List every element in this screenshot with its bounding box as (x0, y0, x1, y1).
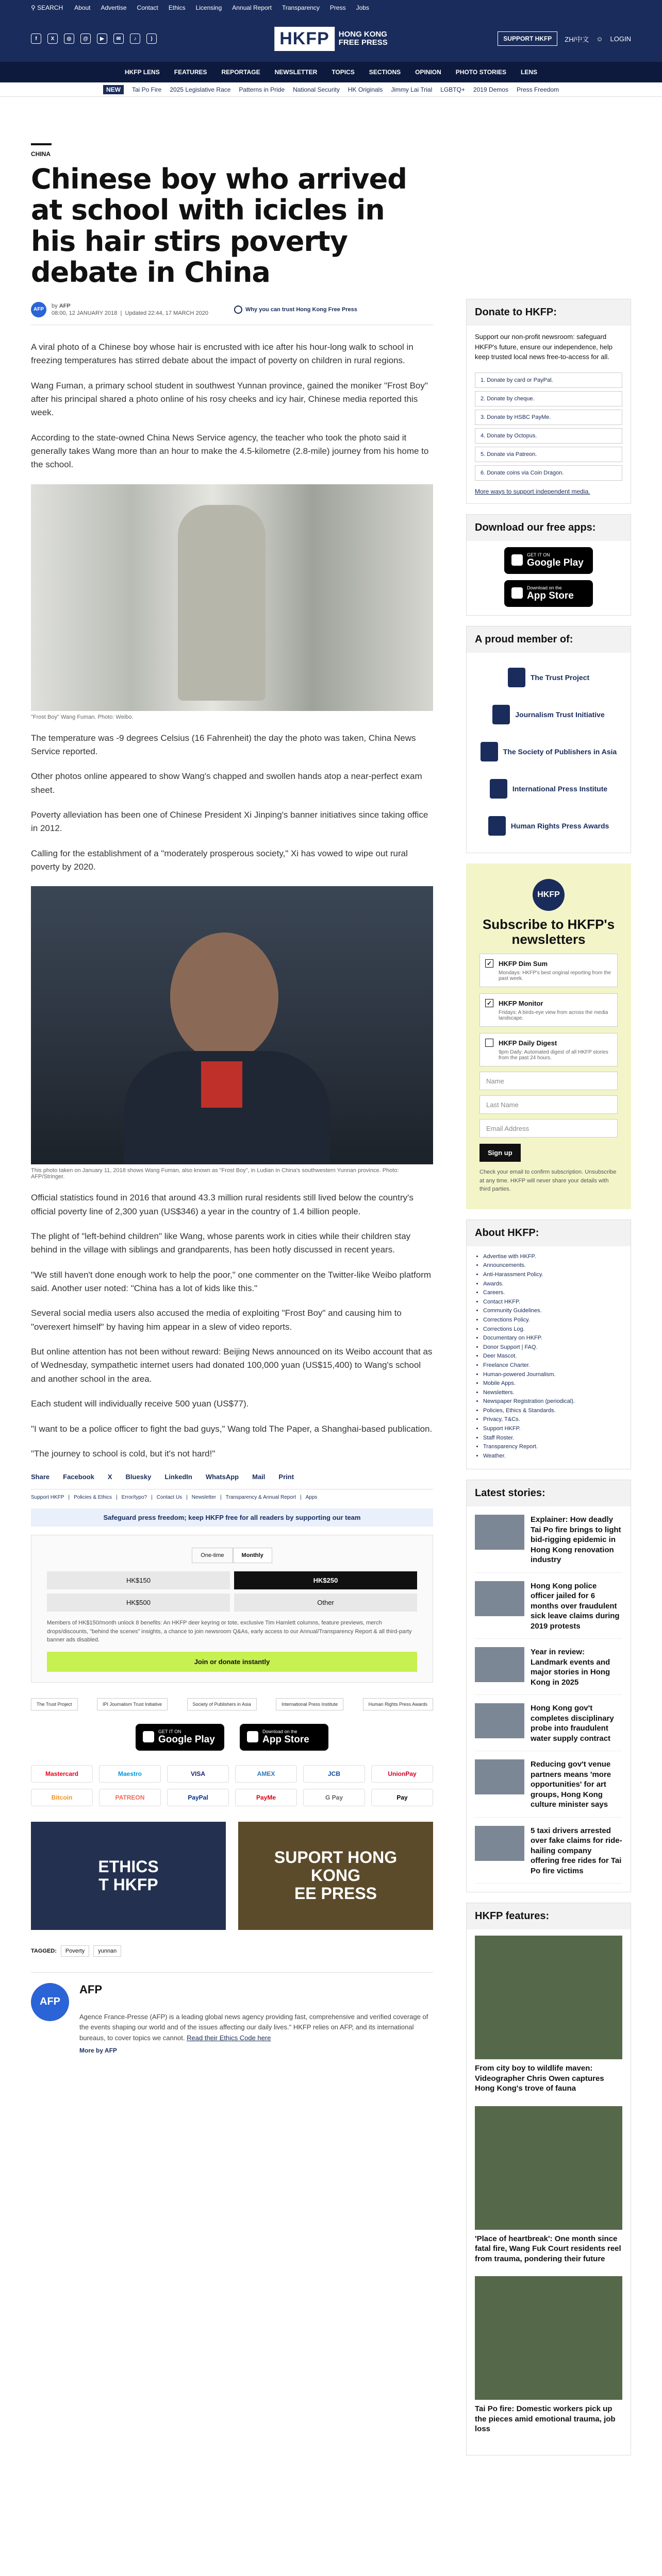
story-title[interactable]: Hong Kong police officer jailed for 6 months over fraudulent sick leave claims during 2019 protests (531, 1581, 620, 1631)
frequency-option[interactable]: One-time (192, 1548, 233, 1563)
article-paragraph: Several social media users also accused the media of exploiting "Frost Boy" and causing him to "overexert himself" by having him appear in a slew of video reports. (31, 1308, 402, 1332)
payment-logo: UnionPay (371, 1765, 433, 1783)
ethics-video-promo[interactable]: ETHICS T HKFP (31, 1822, 226, 1930)
feature-image[interactable] (475, 2276, 622, 2400)
utility-link[interactable]: Annual Report (232, 4, 272, 11)
story-title[interactable]: Explainer: How deadly Tai Po fire brings to light bid-rigging epidemic in Hong Kong renovation industry (531, 1515, 621, 1565)
payment-logo: PayPal (167, 1789, 229, 1806)
byline (31, 302, 433, 317)
newsletter-desc: 9pm Daily: Automated digest of all HKFP stories from the past 24 hours. (499, 1049, 608, 1061)
link-separator: | (220, 1495, 222, 1501)
article-category[interactable]: CHINA (31, 150, 51, 158)
amount-option[interactable]: HK$500 (47, 1594, 230, 1612)
login-link[interactable]: LOGIN (610, 35, 631, 43)
nav-item[interactable]: TOPICS (332, 69, 355, 76)
share-bluesky[interactable]: Bluesky (125, 1473, 152, 1481)
feature-title[interactable]: 'Place of heartbreak': One month since fatal fire, Wang Fuk Court residents reel from trauma, pondering their future (475, 2234, 621, 2263)
rss-icon[interactable]: ) (146, 33, 157, 44)
trust-logo[interactable]: IPI Journalism Trust Initiative (97, 1698, 168, 1710)
donation-widget (31, 1535, 433, 1683)
user-icon[interactable]: ☺ (596, 35, 603, 43)
amount-option[interactable]: HK$250 (234, 1571, 417, 1589)
donate-banner: Safeguard press freedom; keep HKFP free for all readers by supporting our team (31, 1509, 433, 1527)
article-paragraph: The plight of "left-behind children" like Wang, whose parents work in cities while their children stay behind in the village with siblings and grandparents, has been hotly discussed in recent years. (31, 1231, 411, 1255)
newsletter-option[interactable] (479, 993, 618, 1027)
category-rule (31, 143, 52, 145)
article-paragraph: "The journey to school is cold, but it's not hard!" (31, 1448, 216, 1459)
latest-title: Latest stories: (467, 1480, 631, 1506)
footer-link[interactable]: Contact Us (156, 1495, 183, 1501)
sidebar-spacer (466, 97, 631, 299)
newsletter-desc: Fridays: A birds-eye view from across the media landscape. (499, 1010, 608, 1022)
member-logo-icon (481, 742, 498, 761)
author-bio (79, 2012, 433, 2044)
about-link[interactable]: • Freelance Charter. (483, 1361, 622, 1370)
amount-option[interactable]: Other (234, 1594, 417, 1612)
ethics-code-link[interactable]: Read their Ethics Code here (187, 2034, 271, 2042)
member-logo[interactable] (492, 701, 605, 728)
newsletter-box (466, 863, 631, 1209)
google-play-label: Google Play (527, 557, 584, 568)
trust-label: Why you can trust Hong Kong Free Press (245, 306, 357, 313)
story-title[interactable]: Hong Kong gov't completes disciplinary probe into fraudulent water supply contract (531, 1704, 614, 1743)
search-label: SEARCH (37, 4, 63, 11)
donate-box-title: Donate to HKFP: (467, 299, 631, 326)
feature-story[interactable] (475, 2276, 622, 2434)
frost-boy-classroom-photo[interactable] (31, 484, 433, 711)
tags-label: TAGGED: (31, 1947, 57, 1954)
about-link[interactable]: • Support HKFP. (483, 1425, 622, 1434)
newsletter-option-text (499, 959, 612, 981)
byline-prefix: by (52, 302, 58, 309)
search-link[interactable]: ⚲ SEARCH (31, 4, 63, 11)
paragraph-group-3 (31, 1191, 433, 1461)
about-link[interactable]: • Awards. (483, 1280, 622, 1289)
google-play-small: GET IT ON (158, 1728, 181, 1734)
sidebar (466, 97, 631, 2455)
utility-link[interactable]: Advertise (101, 4, 127, 11)
member-logo-name: International Press Institute (512, 784, 608, 793)
link-separator: | (300, 1495, 302, 1501)
article-paragraph: A viral photo of a Chinese boy whose hair is encrusted with ice after his hour-long walk to school in freezing temperatures has stirred debate about the impact of poverty on children in rural regions. (31, 342, 413, 366)
article-paragraph: Official statistics found in 2016 that around 43.3 million rural residents still lived below the country's official poverty line of 2,300 yuan (US$346) a year in the country of 1.4 billion people. (31, 1193, 413, 1216)
link-separator: | (116, 1495, 118, 1501)
member-logo-name: The Trust Project (530, 673, 590, 682)
about-link[interactable]: • Advertise with HKFP. (483, 1252, 622, 1262)
trust-logo[interactable]: Human Rights Press Awards (363, 1698, 433, 1710)
feature-stories (475, 1936, 622, 2434)
feature-story[interactable] (475, 2106, 622, 2264)
trust-logo[interactable]: The Trust Project (31, 1698, 78, 1710)
top-utility-bar (0, 0, 662, 15)
newsletter-name: HKFP Daily Digest (499, 1039, 557, 1047)
about-box (466, 1219, 631, 1470)
trust-logo[interactable]: International Press Institute (276, 1698, 343, 1710)
article-paragraph: Each student will individually receive 500 yuan (US$77). (31, 1399, 249, 1409)
google-play-small: GET IT ON (527, 552, 550, 557)
language-link[interactable]: ZH/中文 (565, 35, 589, 43)
payment-logo: Pay (371, 1789, 433, 1806)
share-label: Share (31, 1473, 50, 1481)
feature-image[interactable] (475, 2106, 622, 2230)
tag-link[interactable]: Poverty (61, 1945, 89, 1957)
member-logo-name: Journalism Trust Initiative (515, 710, 605, 719)
story-thumbnail[interactable] (475, 1647, 524, 1682)
tag-link[interactable]: yunnan (93, 1945, 121, 1957)
paragraph-group-2 (31, 732, 433, 874)
footer-link[interactable]: Apps (305, 1495, 318, 1501)
app-store-label: App Store (527, 590, 574, 601)
newsletter-logo: HKFP (533, 879, 565, 911)
utility-link[interactable]: Transparency (282, 4, 320, 11)
member-logo-name: The Society of Publishers in Asia (503, 747, 617, 756)
newsletter-signup-button[interactable]: Sign up (479, 1144, 521, 1162)
newsletter-name: HKFP Dim Sum (499, 960, 548, 968)
about-link[interactable]: • Donor Support | FAQ. (483, 1343, 622, 1352)
podcast-icon[interactable]: ♪ (130, 33, 140, 44)
newsletter-options (479, 954, 618, 1066)
about-link[interactable]: • Privacy, T&Cs. (483, 1415, 622, 1425)
footer-link[interactable]: Newsletter (191, 1495, 217, 1501)
member-logo[interactable] (481, 738, 617, 765)
latest-story[interactable] (475, 1826, 622, 1884)
payment-logo: Maestro (99, 1765, 161, 1783)
trending-link[interactable]: LGBTQ+ (440, 86, 465, 93)
story-title[interactable]: Year in review: Landmark events and major stories in Hong Kong in 2025 (531, 1648, 610, 1687)
about-title: About HKFP: (467, 1220, 631, 1246)
about-link[interactable]: • Documentary on HKFP. (483, 1334, 622, 1343)
sidebar-google-play-badge[interactable] (504, 547, 593, 574)
newsletter-option[interactable] (479, 1033, 618, 1066)
article-paragraph: Calling for the establishment of a "moderately prosperous society," Xi has vowed to wipe out rural poverty by 2020. (31, 848, 408, 872)
story-thumbnail[interactable] (475, 1759, 524, 1794)
site-logo[interactable] (274, 27, 388, 51)
utility-links (74, 4, 369, 11)
promo-videos (31, 1822, 433, 1930)
share-print[interactable]: Print (278, 1473, 294, 1481)
trending-link[interactable]: HK Originals (347, 86, 383, 93)
member-logo-icon (488, 816, 506, 836)
story-thumbnail[interactable] (475, 1515, 524, 1550)
newsletter-input[interactable]: Email Address (479, 1119, 618, 1138)
main-nav (0, 62, 662, 82)
about-link[interactable]: • Policies, Ethics & Standards. (483, 1406, 622, 1416)
member-logo-icon (492, 705, 510, 724)
utility-link[interactable]: About (74, 4, 91, 11)
google-play-label: Google Play (158, 1734, 215, 1745)
support-video-promo[interactable]: SUPORT HONG KONG EE PRESS (238, 1822, 433, 1930)
app-store-label: App Store (262, 1734, 309, 1745)
sidebar-app-store-badge[interactable] (504, 580, 593, 607)
donate-option[interactable]: 6. Donate coins via Coin Dragon. (475, 465, 622, 481)
payment-logo: G Pay (303, 1789, 365, 1806)
logo-line-1: HONG KONG (338, 29, 387, 39)
footer-link[interactable]: Support HKFP (31, 1495, 64, 1501)
utility-link[interactable]: Licensing (195, 4, 222, 11)
features-title: HKFP features: (467, 1903, 631, 1929)
feature-title[interactable]: Tai Po fire: Domestic workers pick up the pieces amid emotional trauma, job loss (475, 2404, 616, 2434)
nav-item[interactable]: NEWSLETTER (274, 69, 318, 76)
apple-icon (511, 587, 523, 599)
newsletter-desc: Mondays: HKFP's best original reporting from the past week. (499, 970, 611, 982)
google-play-badge[interactable] (136, 1724, 224, 1751)
donate-option[interactable]: 2. Donate by cheque. (475, 391, 622, 406)
footer-link[interactable]: Error/typo? (121, 1495, 147, 1501)
sidebar-app-badges (475, 547, 622, 607)
photo-caption-1: "Frost Boy" Wang Fuman. Photo: Weibo. (31, 714, 134, 720)
support-hkfp-button[interactable]: SUPPORT HKFP (498, 31, 557, 46)
share-facebook[interactable]: Facebook (63, 1473, 94, 1481)
author-box-avatar[interactable]: AFP (31, 1983, 69, 2021)
about-link[interactable]: • Corrections Log. (483, 1325, 622, 1334)
article-title: Chinese boy who arrived at school with icicles in his hair stirs poverty debate in China (31, 163, 407, 289)
member-box (466, 626, 631, 853)
updated-date: Updated 22:44, 17 MARCH 2020 (125, 310, 208, 316)
donate-box (466, 299, 631, 504)
latest-stories (475, 1515, 622, 1884)
nav-item[interactable]: REPORTAGE (221, 69, 260, 76)
story-title[interactable]: Reducing gov't venue partners means 'more opportunities' for art groups, Hong Kong culture minister says (531, 1760, 611, 1809)
frequency-option[interactable]: Monthly (233, 1548, 272, 1563)
byline-text: by AFP 08:00, 12 JANUARY 2018 | Updated 22:44, 17 MARCH 2020 (52, 302, 208, 316)
trending-link[interactable]: Patterns in Pride (239, 86, 285, 93)
article-paragraph: According to the state-owned China News Service agency, the teacher who took the photo said it generally takes Wang more than an hour to make the 4.5-kilometre (2.8-mile) journey from his home to the school. (31, 432, 429, 470)
share-x[interactable]: X (107, 1473, 112, 1481)
article-footer-links (31, 1489, 433, 1500)
features-box (466, 1903, 631, 2455)
author-bio-text: Agence France-Presse (AFP) is a leading global news agency providing fast, comprehensive and verified coverage of the events shaping our world and of the issues affecting our daily lives." HKFP relies on AFP, and its international bureaus, to cover topics we cannot. (79, 2012, 428, 2042)
about-link[interactable]: • Weather. (483, 1452, 622, 1461)
email-icon[interactable]: ✉ (113, 33, 124, 44)
member-logo[interactable] (490, 775, 607, 802)
author-link[interactable]: AFP (59, 302, 71, 309)
payment-logo: Bitcoin (31, 1789, 93, 1806)
trending-link[interactable]: 2025 Legislative Race (170, 86, 231, 93)
photo-scarf (201, 1061, 242, 1108)
frost-boy-portrait-photo[interactable] (31, 886, 433, 1164)
member-logo-name: Human Rights Press Awards (510, 821, 609, 830)
article-column (31, 97, 433, 2054)
more-ways-link[interactable]: More ways to support independent media. (475, 487, 590, 495)
story-thumbnail[interactable] (475, 1826, 524, 1861)
trending-link[interactable]: Tai Po Fire (131, 86, 162, 93)
trust-link[interactable] (234, 306, 357, 314)
latest-story[interactable] (475, 1647, 622, 1695)
facebook-icon[interactable]: f (31, 33, 41, 44)
logo-text (339, 30, 388, 47)
article-paragraph: Other photos online appeared to show Wang's chapped and swollen hands atop a near-perfect exam sheet. (31, 771, 422, 795)
article-paragraph: Wang Fuman, a primary school student in southwest Yunnan province, gained the moniker "Frost Boy" after his principal shared a photo online of his rosy cheeks and icy hair, Chinese media reported this week. (31, 380, 428, 418)
about-link[interactable]: • Human-powered Journalism. (483, 1370, 622, 1380)
amount-option[interactable]: HK$150 (47, 1571, 230, 1589)
article-paragraph: "We still haven't done enough work to help the poor," one commenter on the Twitter-like Weibo platform said. Another user noted: "China has a lot of kids like this." (31, 1269, 432, 1294)
author-avatar[interactable]: AFP (31, 302, 46, 317)
author-box-name[interactable]: AFP (79, 1982, 102, 1996)
nav-item[interactable]: HKFP LENS (124, 69, 160, 76)
utility-link[interactable]: Jobs (356, 4, 369, 11)
logo-mark: HKFP (274, 27, 335, 51)
donate-option[interactable]: 3. Donate by HSBC PayMe. (475, 410, 622, 425)
tags (31, 1945, 433, 1957)
payment-logo: Mastercard (31, 1765, 93, 1783)
about-link[interactable]: • Community Guidelines. (483, 1307, 622, 1316)
newsletter-option-text (499, 999, 612, 1021)
apps-box (466, 514, 631, 616)
app-badges (31, 1724, 433, 1751)
payment-logo: AMEX (235, 1765, 297, 1783)
article-paragraph: "I want to be a police officer to fight the bad guys," Wang told The Paper, a Shanghai-based publication. (31, 1423, 433, 1434)
nav-item[interactable]: SECTIONS (369, 69, 401, 76)
payment-logo: JCB (303, 1765, 365, 1783)
newsletter-fine-print: Check your email to confirm subscription. Unsubscribe at any time. HKFP will never share your details with third parties. (479, 1169, 617, 1193)
about-link[interactable]: • Mobile Apps. (483, 1379, 622, 1388)
latest-story[interactable] (475, 1581, 622, 1639)
about-link[interactable]: • Careers. (483, 1289, 622, 1298)
member-box-title: A proud member of: (467, 626, 631, 653)
link-separator: | (151, 1495, 153, 1501)
membership-note: Members of HK$150/month unlock 8 benefits: An HKFP deer keyring or tote, exclusive Tim Hamlett columns, feature previews, merch drops/discounts, "behind the scenes" insights, a chance to join newsroom Q&As, early access to our Annual/Transparency Report & all third-party banner ads disabled. (47, 1620, 412, 1643)
newsletter-title: Subscribe to HKFP's newsletters (482, 916, 615, 947)
article-paragraph: The temperature was -9 degrees Celsius (16 Fahrenheit) the day the photo was taken, China News Service reported. (31, 733, 416, 756)
newsletter-fields (479, 1072, 618, 1138)
latest-stories-box (466, 1480, 631, 1892)
latest-story[interactable] (475, 1759, 622, 1818)
link-separator: | (186, 1495, 188, 1501)
about-link[interactable]: • Contact HKFP. (483, 1298, 622, 1307)
share-bar (31, 1473, 433, 1481)
utility-link[interactable]: Press (329, 4, 346, 11)
link-separator: | (68, 1495, 70, 1501)
newsletter-input[interactable]: Name (479, 1072, 618, 1090)
feature-image[interactable] (475, 1936, 622, 2059)
social-icons (31, 33, 157, 44)
nav-item[interactable]: PHOTO STORIES (455, 69, 507, 76)
about-links (475, 1252, 622, 1461)
feature-story[interactable] (475, 1936, 622, 2094)
x-icon[interactable]: X (47, 33, 58, 44)
share-linkedin[interactable]: LinkedIn (164, 1473, 192, 1481)
trust-logo[interactable]: Society of Publishers in Asia (187, 1698, 257, 1710)
app-store-small: Download on the (262, 1728, 297, 1734)
donate-box-desc: Support our non-profit newsroom: safeguard HKFP's future, ensure our independence, help keep trusted local news free-to-access for all. (475, 333, 613, 361)
article-paragraph: But online attention has not been without reward: Beijing News announced on its Weibo account that as of Wednesday, sympathetic internet users had donated 100,000 yuan (US$15,400) to Wang's school and another school in the area. (31, 1347, 433, 1384)
payment-logo: VISA (167, 1765, 229, 1783)
newsletter-input[interactable]: Last Name (479, 1095, 618, 1114)
author-box (31, 1972, 433, 2054)
about-link[interactable]: • Newsletters. (483, 1388, 622, 1398)
about-link[interactable]: • Corrections Policy. (483, 1316, 622, 1325)
about-link[interactable]: • Anti-Harassment Policy. (483, 1270, 622, 1280)
newsletter-option-text (499, 1039, 612, 1061)
newsletter-name: HKFP Monitor (499, 999, 543, 1008)
trending-link[interactable]: National Security (293, 86, 340, 93)
donate-options (475, 372, 622, 481)
donate-option[interactable]: 1. Donate by card or PayPal. (475, 372, 622, 388)
utility-link[interactable]: Ethics (168, 4, 186, 11)
member-logo[interactable] (508, 664, 589, 691)
newsletter-option[interactable] (479, 954, 618, 987)
checkbox-icon[interactable]: ✓ (485, 959, 493, 968)
nav-item[interactable]: OPINION (415, 69, 441, 76)
member-logo-icon (508, 668, 525, 687)
about-link[interactable]: • Announcements. (483, 1261, 622, 1270)
trending-link[interactable]: 2019 Demos (473, 86, 508, 93)
logo-line-2: FREE PRESS (338, 38, 388, 47)
nav-item[interactable]: LENS (521, 69, 538, 76)
latest-story[interactable] (475, 1515, 622, 1573)
join-donate-button[interactable]: Join or donate instantly (47, 1652, 417, 1672)
donate-option[interactable]: 5. Donate via Patreon. (475, 447, 622, 462)
header-actions (498, 31, 631, 46)
trending-bar (0, 82, 662, 97)
share-mail[interactable]: Mail (252, 1473, 266, 1481)
trust-icon (234, 306, 242, 314)
apps-box-title: Download our free apps: (467, 515, 631, 541)
trending-link[interactable]: Jimmy Lai Trial (391, 86, 433, 93)
story-thumbnail[interactable] (475, 1581, 524, 1616)
checkbox-icon[interactable] (485, 1039, 493, 1047)
story-thumbnail[interactable] (475, 1703, 524, 1738)
footer-link[interactable]: Policies & Ethics (74, 1495, 112, 1501)
paragraph-group-1 (31, 341, 433, 472)
about-link[interactable]: • Transparency Report. (483, 1443, 622, 1452)
youtube-icon[interactable]: ▶ (97, 33, 107, 44)
google-play-icon (511, 554, 523, 566)
publish-date: 08:00, 12 JANUARY 2018 (52, 310, 118, 316)
trending-label: NEW (103, 85, 124, 94)
photo-caption-2: This photo taken on January 11, 2018 shows Wang Fuman, also known as "Frost Boy", in Ludian in China's southwestern Yunnan province. Photo: AFP/Stringer. (31, 1167, 399, 1180)
amount-options (47, 1571, 417, 1612)
payment-logo: PATREON (99, 1789, 161, 1806)
article-body (31, 341, 433, 1461)
instagram-icon[interactable]: ◎ (64, 33, 74, 44)
threads-icon[interactable]: @ (80, 33, 91, 44)
footer-link[interactable]: Transparency & Annual Report (225, 1495, 296, 1501)
member-logo[interactable] (488, 812, 609, 839)
photo-figure (178, 505, 266, 701)
donate-option[interactable]: 4. Donate by Octopus. (475, 428, 622, 444)
google-play-icon (143, 1731, 154, 1742)
member-logos (475, 659, 622, 844)
article-paragraph: Poverty alleviation has been one of Chinese President Xi Jinping's banner initiatives since taking office in 2012. (31, 810, 428, 834)
app-store-small: Download on the (527, 585, 562, 590)
site-header (0, 15, 662, 62)
payment-methods (31, 1765, 433, 1806)
member-logo-icon (490, 779, 507, 799)
feature-title[interactable]: From city boy to wildlife maven: Videographer Chris Owen captures Hong Kong's trove of fauna (475, 2064, 604, 2093)
share-whatsapp[interactable]: WhatsApp (205, 1473, 239, 1481)
frequency-toggle (47, 1548, 417, 1563)
nav-item[interactable]: FEATURES (174, 69, 207, 76)
apple-icon (247, 1731, 258, 1742)
trust-logos-row (31, 1698, 433, 1710)
photo-head (170, 933, 278, 1061)
latest-story[interactable] (475, 1703, 622, 1751)
payment-logo: PayMe (235, 1789, 297, 1806)
about-link[interactable]: • Staff Roster. (483, 1434, 622, 1443)
trending-link[interactable]: Press Freedom (516, 86, 559, 93)
app-store-badge[interactable] (240, 1724, 328, 1751)
checkbox-icon[interactable]: ✓ (485, 999, 493, 1007)
more-by-author-link[interactable]: More by AFP (79, 2047, 117, 2055)
about-link[interactable]: • Newspaper Registration (periodical). (483, 1397, 622, 1406)
utility-link[interactable]: Contact (137, 4, 158, 11)
story-title[interactable]: 5 taxi drivers arrested over fake claims for ride-hailing company offering free rides for Tai Po fire victims (531, 1826, 622, 1875)
about-link[interactable]: • Deer Mascot. (483, 1352, 622, 1361)
